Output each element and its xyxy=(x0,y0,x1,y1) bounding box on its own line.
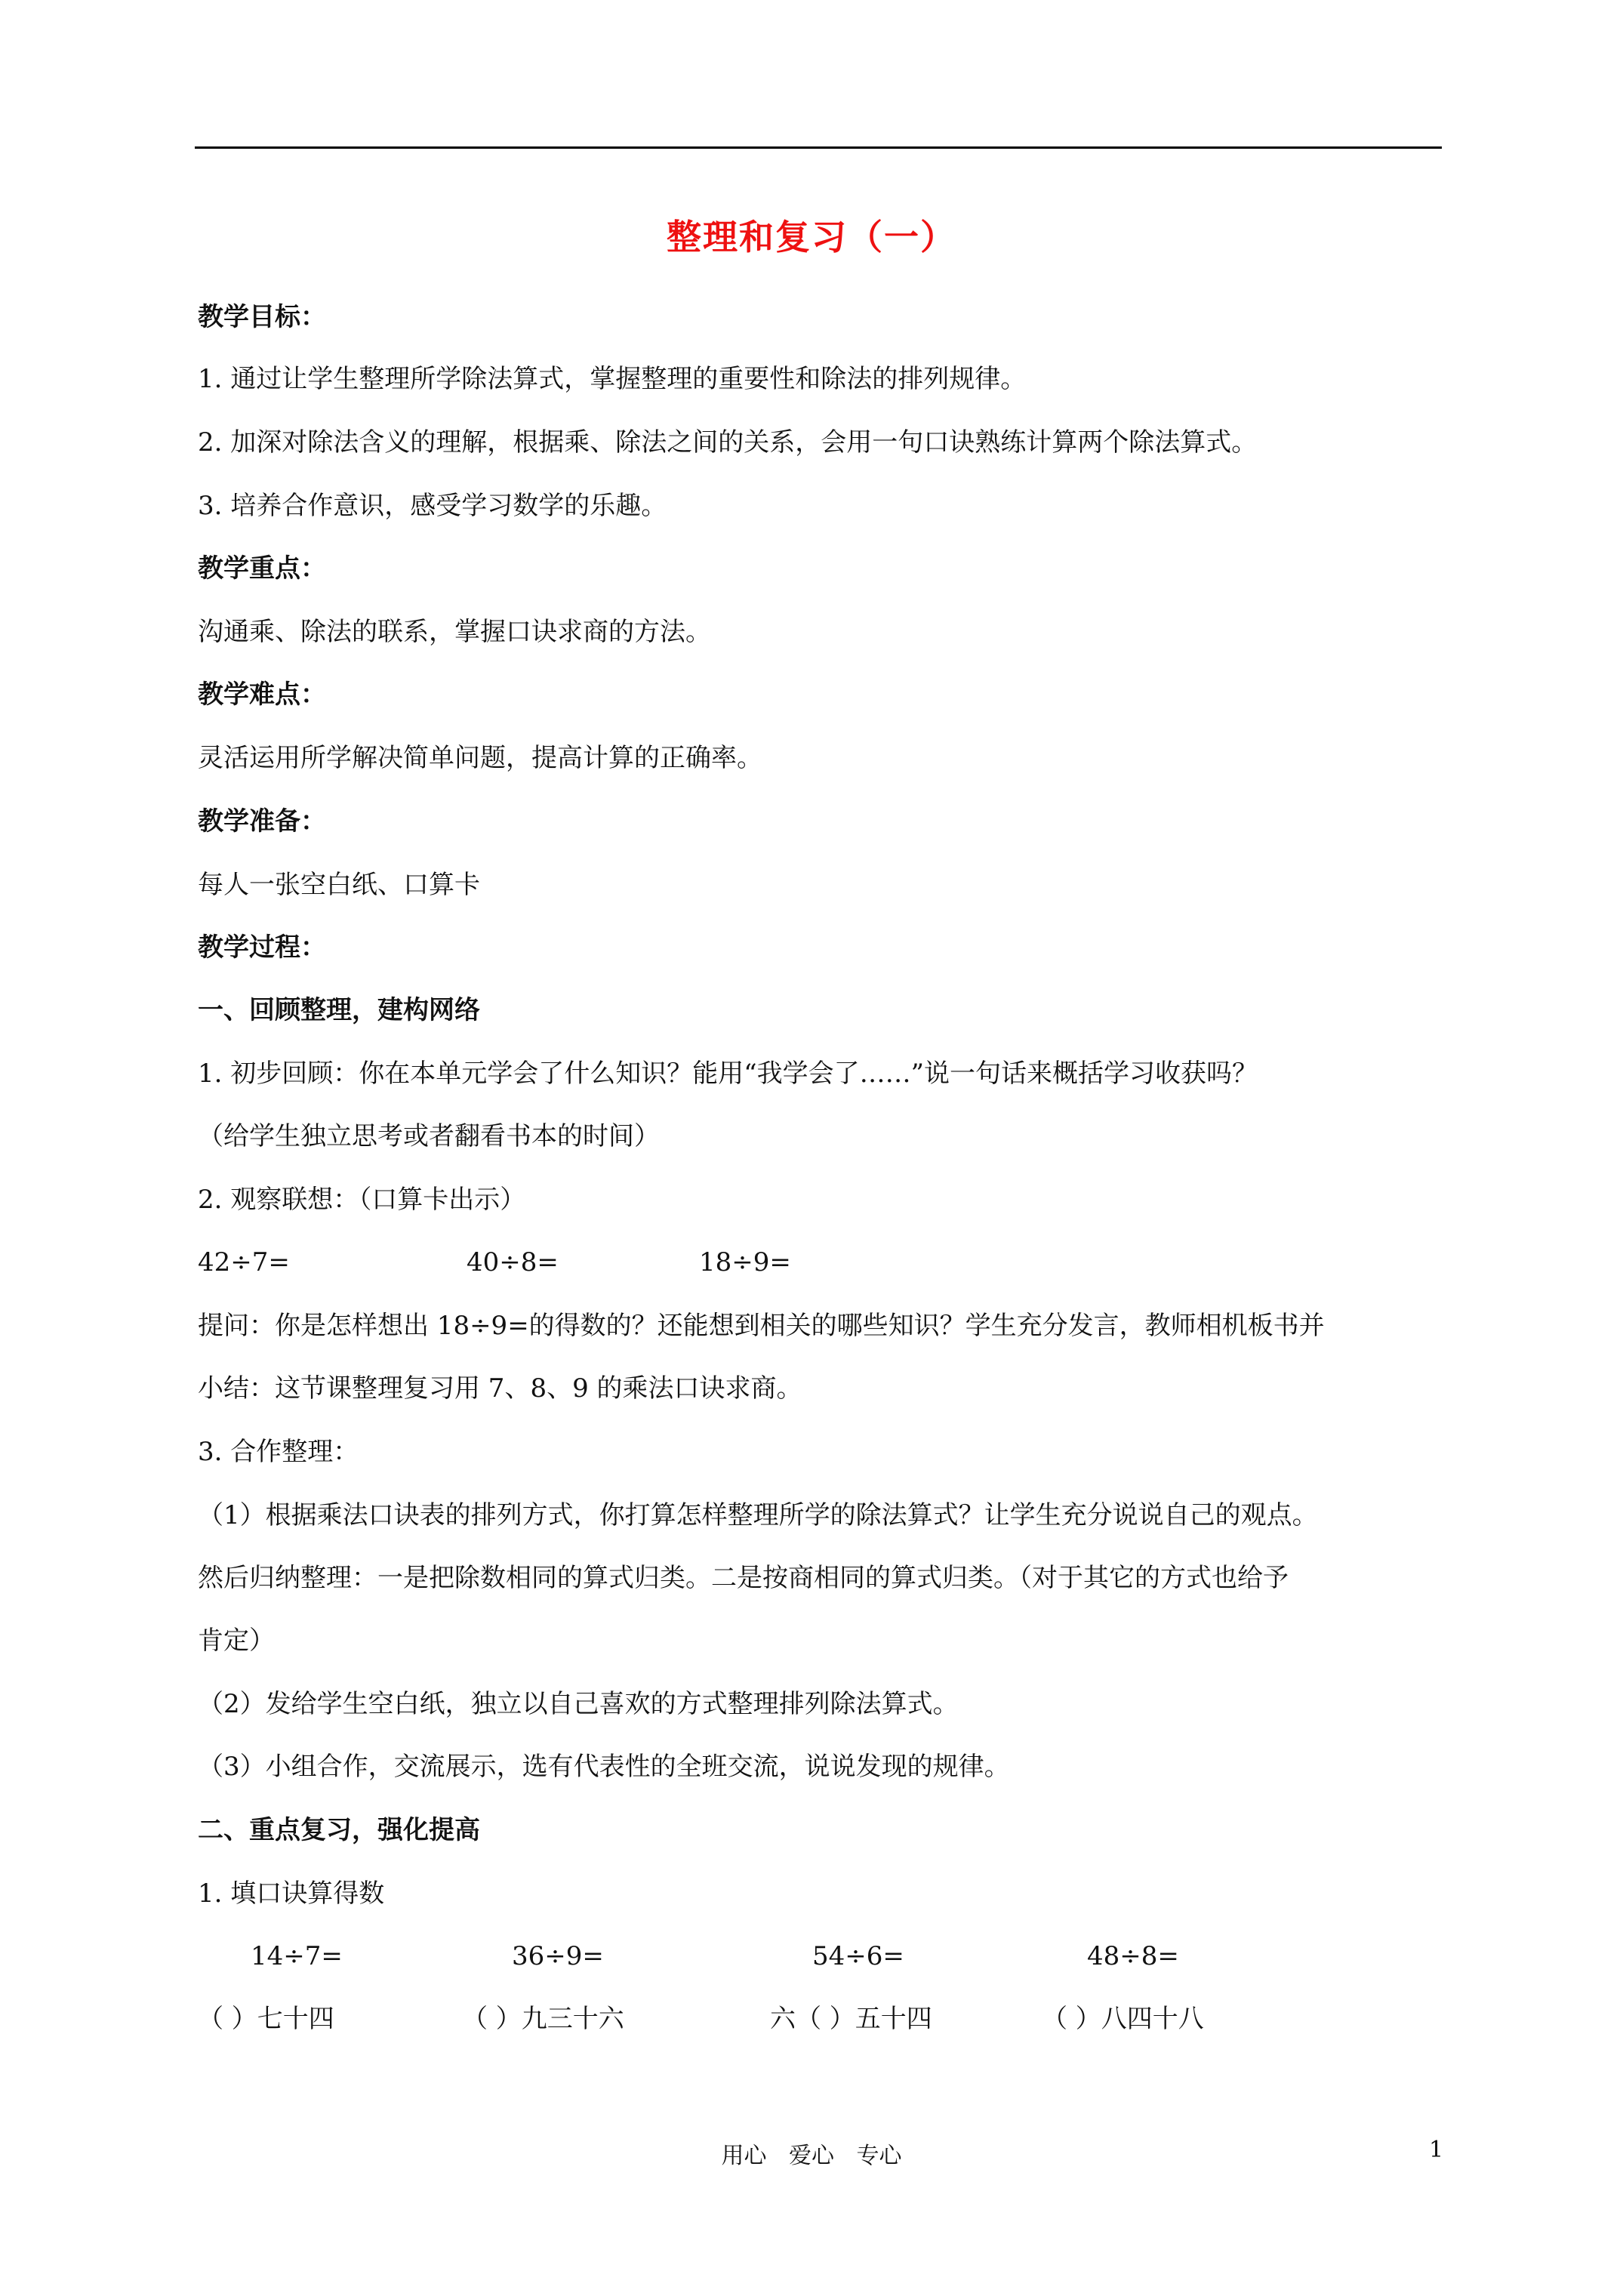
goal-3: 3. 培养合作意识，感受学习数学的乐趣。 xyxy=(198,491,667,521)
exercise-hint: （ ）七十四 xyxy=(198,2004,334,2034)
page-number: 1 xyxy=(1429,2137,1444,2163)
footer-text: 用心 爱心 专心 xyxy=(721,2143,902,2169)
difficulty-text: 灵活运用所学解决简单问题，提高计算的正确率。 xyxy=(198,743,762,773)
section1-line: 2. 观察联想：（口算卡出示） xyxy=(198,1185,526,1215)
section1-line: 然后归纳整理：一是把除数相同的算式归类。二是按商相同的算式归类。（对于其它的方式也给予 xyxy=(198,1563,1289,1593)
section1-line: 肯定） xyxy=(198,1626,275,1656)
section1-line: 提问：你是怎样想出 18÷9=的得数的？还能想到相关的哪些知识？学生充分发言，教师相机板书并 xyxy=(198,1311,1325,1341)
header-rule xyxy=(195,146,1442,149)
exercise-formula: 54÷6= xyxy=(812,1941,904,1971)
document-title: 整理和复习（一） xyxy=(667,217,956,257)
prep-text: 每人一张空白纸、口算卡 xyxy=(198,870,480,900)
goal-2: 2. 加深对除法含义的理解，根据乘、除法之间的关系，会用一句口诀熟练计算两个除法算式。 xyxy=(198,427,1258,458)
exercise-formula: 36÷9= xyxy=(512,1941,604,1971)
section2-item: 1. 填口诀算得数 xyxy=(198,1878,385,1909)
card-formula: 18÷9= xyxy=(699,1247,791,1277)
section1-line: 小结：这节课整理复习用 7、8、9 的乘法口诀求商。 xyxy=(198,1373,802,1404)
section1-line: （1）根据乘法口诀表的排列方式，你打算怎样整理所学的除法算式？让学生充分说说自己的观点。 xyxy=(198,1500,1318,1530)
exercise-hint: 六（ ）五十四 xyxy=(770,2004,932,2034)
exercise-hint: （ ）九三十六 xyxy=(462,2004,624,2034)
prep-heading: 教学准备： xyxy=(198,806,326,837)
section1-line: （2）发给学生空白纸，独立以自己喜欢的方式整理排列除法算式。 xyxy=(198,1689,959,1719)
section1-line: 3. 合作整理： xyxy=(198,1437,359,1467)
goals-heading: 教学目标： xyxy=(198,302,326,332)
section2-heading: 二、重点复习，强化提高 xyxy=(198,1815,480,1845)
exercise-hint: （ ）八四十八 xyxy=(1042,2004,1204,2034)
section1-line: （3）小组合作，交流展示，选有代表性的全班交流，说说发现的规律。 xyxy=(198,1752,1010,1782)
section1-heading: 一、回顾整理，建构网络 xyxy=(198,995,480,1025)
exercise-formula: 48÷8= xyxy=(1087,1941,1179,1971)
goal-1: 1. 通过让学生整理所学除法算式，掌握整理的重要性和除法的排列规律。 xyxy=(198,364,1027,394)
card-formula: 42÷7= xyxy=(198,1247,290,1277)
process-heading: 教学过程： xyxy=(198,932,326,963)
key-text: 沟通乘、除法的联系，掌握口诀求商的方法。 xyxy=(198,617,711,647)
section1-line: （给学生独立思考或者翻看书本的时间） xyxy=(198,1121,660,1151)
exercise-formula: 14÷7= xyxy=(251,1941,343,1971)
section1-line: 1. 初步回顾：你在本单元学会了什么知识？能用“我学会了……”说一句话来概括学习收获吗？ xyxy=(198,1059,1258,1089)
card-formula: 40÷8= xyxy=(467,1247,559,1277)
difficulty-heading: 教学难点： xyxy=(198,680,326,710)
key-heading: 教学重点： xyxy=(198,553,326,584)
